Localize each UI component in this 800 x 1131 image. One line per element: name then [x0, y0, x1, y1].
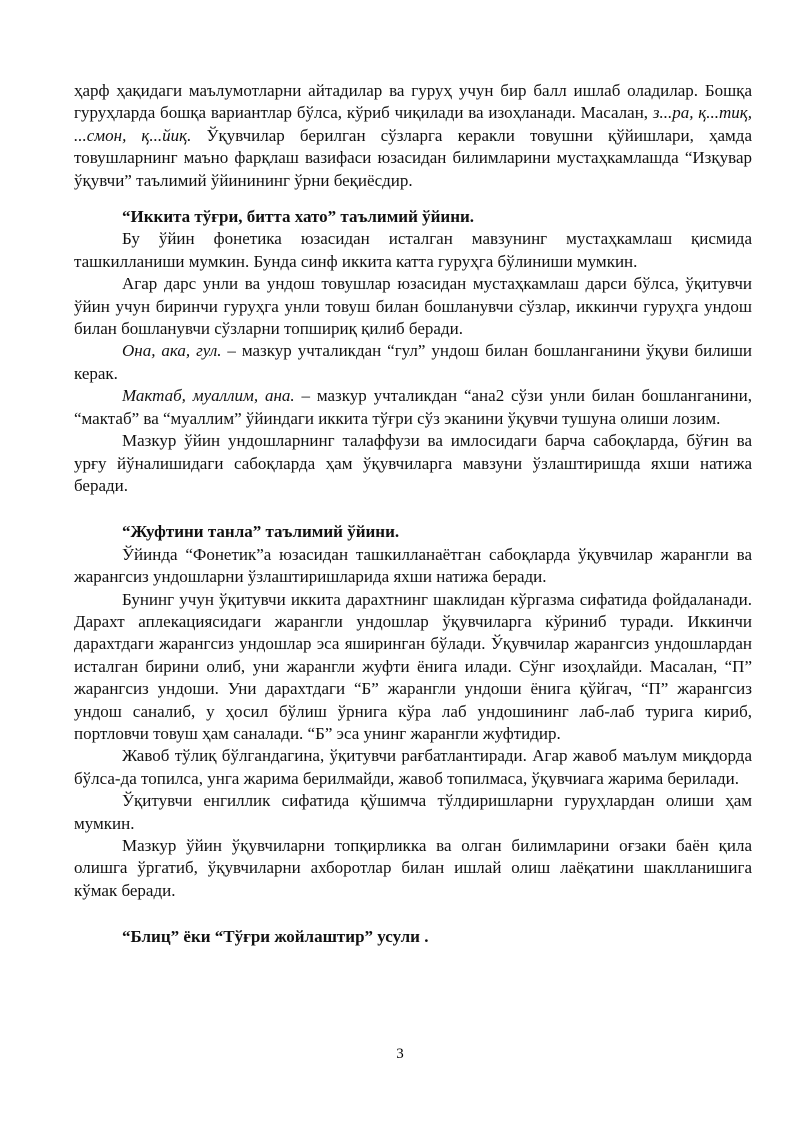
page-number: 3	[396, 1046, 404, 1062]
example-words: з...ра, қ...тиқ, ...смон, қ...йиқ.	[74, 103, 752, 145]
paragraph-text: Ўқувчилар берилган сўзларга керакли товушни қўйишлари, ҳамда товушларнинг маъно фарқлаш вазифаси юзасидан билимларини мустаҳкамлашда “Изқувар ўқувчи” таълимий ўйинининг ўрни беқиёсдир.	[74, 125, 753, 190]
example-words: Мактаб, муаллим, ана.	[122, 386, 295, 406]
paragraph: Ўйинда “Фонетик”а юзасидан ташкилланаётган сабоқларда ўқувчилар жарангли ва жарангсиз ундошларни ўзлаштиришларида яхши натижа беради.	[74, 544, 752, 587]
paragraph: Жавоб тўлиқ бўлгандагина, ўқитувчи рағбатлантиради. Агар жавоб маълум миқдорда бўлса-да топилса, унга жарима берилмайди, жавоб топилмаса, ўқувчиага жарима берилади.	[74, 746, 752, 788]
paragraph: Ўқитувчи енгиллик сифатида қўшимча тўлдиришларни гуруҳлардан олиши ҳам мумкин.	[74, 791, 752, 833]
paragraph	[74, 385, 752, 430]
paragraph: Бу ўйин фонетика юзасидан исталган мавзунинг мустаҳкамлаш қисмида ташкилланиши мумкин. Бунда синф иккита катта гуруҳга бўлиниши мумкин.	[74, 229, 752, 271]
paragraph: Мазкур ўйин ўқувчиларни топқирликка ва олган билимларини оғзаки баён қила олишга ўргатиб, ўқувчиларни ахборотлар билан ишлай олиш лаёқатини шаклланишига кўмак беради.	[74, 836, 752, 900]
paragraph: Агар дарс унли ва ундош товушлар юзасидан мустаҳкамлаш дарси бўлса, ўқитувчи ўйин учун биринчи гуруҳга унли товуш билан бошланувчи сўзлар, иккинчи гуруҳга ундош билан бошланувчи сўзларни топшириқ қилиб беради.	[74, 274, 752, 339]
paragraph	[74, 80, 752, 192]
section-heading: “Жуфтини танла” таълимий ўйини.	[122, 522, 400, 542]
paragraph-text: – мазкур учталикдан “гул” ундош билан бошланганини ўқуви билиши керак.	[74, 341, 753, 383]
paragraph-text: – мазкур учталикдан “ана2 сўзи унли билан бошланганини, “мактаб” ва “муаллим” ўйиндаги иккита тўғри сўз эканини ўқувчи тушуна олиши лозим.	[74, 386, 753, 428]
section-heading: “Блиц” ёки “Тўғри жойлаштир” усули .	[122, 927, 429, 947]
paragraph	[74, 340, 752, 385]
paragraph: Мазкур ўйин ундошларнинг талаффузи ва имлосидаги барча сабоқларда, бўғин ва урғу йўналишидаги сабоқларда ҳам ўқувчиларга мавзуни ўзлаштиришда яхши натижа беради.	[74, 431, 752, 495]
section-heading: “Иккита тўғри, битта хато” таълимий ўйини.	[122, 207, 475, 227]
example-words: Она, ака, гул.	[122, 341, 222, 361]
paragraph-text: ҳарф ҳақидаги маълумотларни айтадилар ва гуруҳ учун бир балл ишлаб оладилар. Бошқа гуруҳларда бошқа вариантлар бўлса, кўриб чиқилади ва изоҳланади. Масалан,	[74, 81, 752, 123]
paragraph: Бунинг учун ўқитувчи иккита дарахтнинг шаклидан кўргазма сифатида фойдаланади. Дарахт аплекациясидаги жарангли ундошлар ўқувчиларга кўриниб туради. Иккинчи дарахтдаги жарангсиз ундошлар эса яширинган бўлади. Ўқувчилар жарангсиз ундошлардан исталган бирини олиб, уни жарангли жуфти ёнига илади. Сўнг изоҳлайди. Масалан, “П” жарангсиз ундоши. Уни дарахтдаги “Б” жарангли ундоши ёнига қўйгач, “П” жарангсиз ундош саналиб, у ҳосил бўлиш ўрнига кўра лаб ундошининг лаб-лаб турига кириб, портловчи товуш ҳам саналади. “Б” эса унинг жарангли жуфтидир.	[74, 589, 752, 743]
